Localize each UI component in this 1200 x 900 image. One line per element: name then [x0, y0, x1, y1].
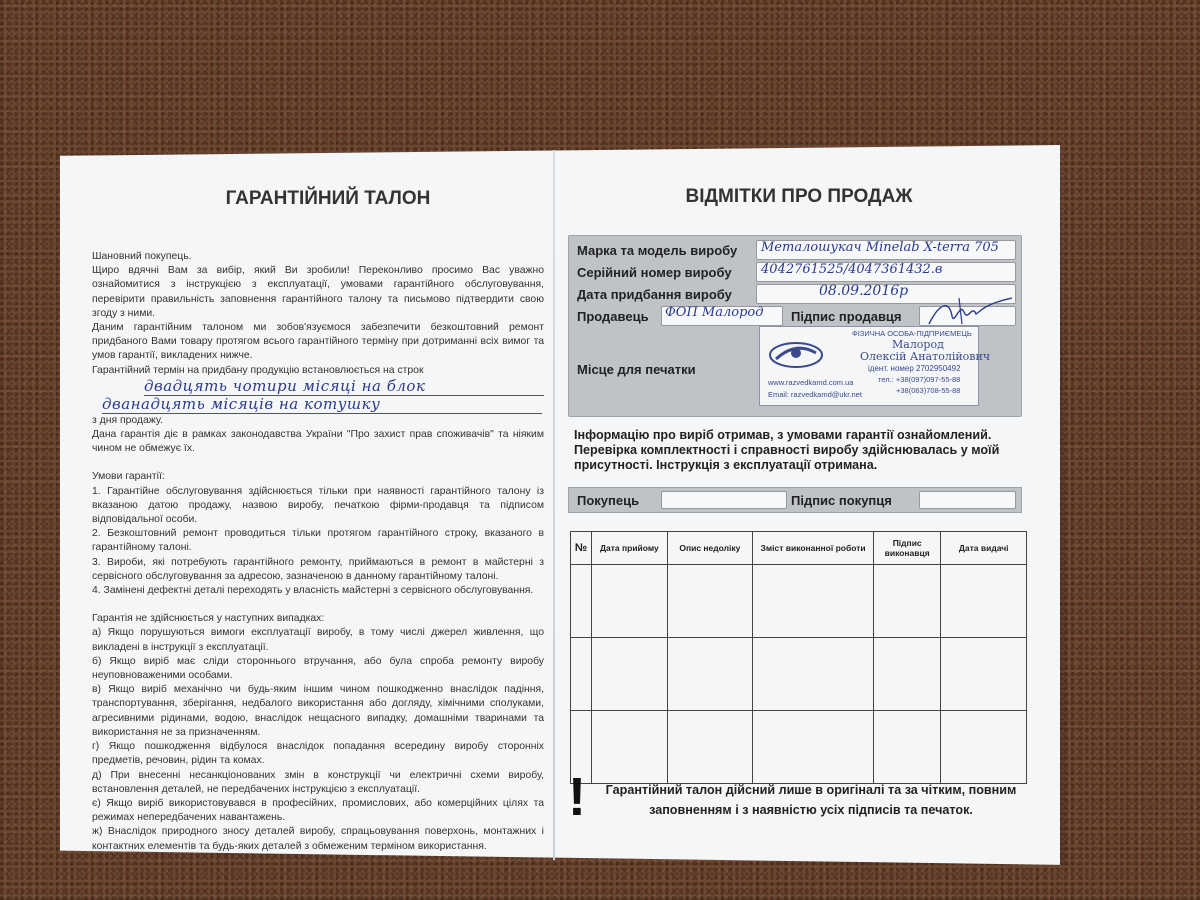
exclusion-item: є) Якщо виріб використовувався в професійних, промислових, або комерційних цілях та режимах непередбачених навантажень.: [92, 797, 544, 824]
validity-notice: [568, 764, 1028, 834]
col-defect: Опис недоліку: [667, 532, 753, 565]
exclamation-icon: !: [568, 767, 586, 827]
buyer-confirmation-text: Інформацію про виріб отримав, з умовами гарантії ознайомлений. Перевірка комплектності і справності виробу здійснювалась у моїй присутності. Інструкція з експлуатації отримана.: [574, 428, 1000, 472]
exclusions-title: Гарантія не здійснюється у наступних випадках:: [92, 613, 325, 625]
obligation-paragraph: Даним гарантійним талоном ми зобов'язуємося забезпечити безкоштовний ремонт придбаного Вами товару протягом всього гарантійного терміну при дотриманні всіх вимог та умов гарантії, викладених нижче.: [92, 322, 544, 362]
buyer-form: [568, 487, 1022, 513]
exclusion-item: г) Якщо пошкодження відбулося внаслідок попадання всередину виробу сторонніх предметів, речовин, рідин та комах.: [92, 741, 544, 767]
date-label: Дата придбання виробу: [577, 287, 732, 302]
condition-item: 2. Безкоштовний ремонт проводиться тільки протягом гарантійного строку, вказаного в гарантійному талоні.: [92, 528, 544, 554]
serial-label: Серійний номер виробу: [577, 265, 732, 280]
repair-table: [570, 531, 1027, 784]
intro-paragraph: Щиро вдячні Вам за вибір, який Ви зробили! Переконливо просимо Вас уважно ознайомитися з інструкцією з експлуатації, умовами гарантійного обслуговування, перевірити правильність заповнення гарантійного талону та письмово підтвердити свою згоду з ними.: [92, 265, 544, 319]
term-end: з дня продажу.: [92, 414, 163, 426]
buyer-field[interactable]: [661, 491, 787, 509]
seller-stamp: [759, 326, 991, 406]
term-paragraph: Гарантійний термін на придбану продукцію встановлюється на строк: [92, 364, 424, 376]
stamp-line-3: Олексій Анатолійович: [860, 350, 991, 363]
warranty-title: ГАРАНТІЙНИЙ ТАЛОН: [225, 188, 431, 209]
exclusion-item: б) Якщо виріб має сліди стороннього втручання, або була спроба ремонту виробу неуповноваженими особами.: [92, 655, 544, 682]
condition-item: 3. Вироби, які потребують гарантійного ремонту, приймаються в ремонт в майстерні з сервісного обслуговування за адресою, зазначеною в данному гарантійному талоні.: [92, 556, 544, 582]
table-row: [571, 638, 1027, 711]
exclusion-item: д) При внесенні несанкціонованих змін в конструкції чи електричні схеми виробу, встановлення деталей, не передбачених інструкцією з експлуатації.: [92, 769, 544, 795]
handwritten-term-1: двадцять чотири місяці на блок: [144, 378, 544, 396]
col-receive-date: Дата прийому: [592, 532, 667, 565]
buyer-sign-label: Підпис покупця: [791, 493, 892, 508]
serial-value: 4042761525/4047361432.в: [761, 262, 943, 277]
col-signature: Підпис виконавця: [873, 532, 940, 565]
stamp-site: www.razvedkamd.com.ua: [768, 378, 854, 387]
stamp-line-4: ідент. номер 2702950492: [868, 364, 961, 373]
model-value: Металошукач Minelab X-terra 705: [761, 240, 999, 255]
table-header-row: [571, 532, 1027, 565]
seller-label: Продавець: [577, 309, 649, 324]
exclusion-item: ж) Внаслідок природного зносу деталей виробу, спрацьовування поверхонь, монтажних і контактних елементів та будь-яких деталей з обмеженим терміном використання.: [92, 826, 544, 852]
stamp-logo-icon: [766, 337, 826, 375]
stamp-line-2: Малород: [892, 338, 944, 351]
stamp-line-6: +38(063)708-55-88: [896, 386, 961, 395]
exclusion-item: в) Якщо виріб механічно чи будь-яким іншим чином пошкодженно внаслідок падіння, транспортування, зберігання, недбалого використання або догляду, хімічними сполуками, агресивними рідинами, водою, внаслідок нещасного випадку, домашніми тваринами та використання не за призначенням.: [92, 684, 544, 738]
col-work: Зміст виконанної роботи: [753, 532, 874, 565]
stamp-line-5: тел.: +38(097)097-55-88: [878, 375, 961, 384]
seller-value: ФОП Малород: [665, 305, 764, 320]
col-issue-date: Дата видачі: [941, 532, 1027, 565]
greeting: Шановний покупець.: [92, 251, 192, 262]
conditions-title: Умови гарантії:: [92, 471, 165, 483]
stamp-line-1: ФІЗИЧНА ОСОБА-ПІДПРИЄМЕЦЬ: [852, 329, 972, 338]
table-row: [571, 565, 1027, 638]
sale-marks-title: ВІДМІТКИ ПРО ПРОДАЖ: [685, 186, 913, 207]
stamp-email: Email: razvedkamd@ukr.net: [768, 390, 862, 399]
col-number: №: [571, 532, 592, 565]
stamp-place-label: Місце для печатки: [577, 362, 696, 377]
exclusion-item: а) Якщо порушуються вимоги експлуатації виробу, в тому числі джерел живлення, що викладені в інструкції з експлуатації.: [92, 627, 544, 653]
date-value: 08.09.2016р: [819, 283, 909, 299]
sale-form: [568, 235, 1022, 417]
buyer-label: Покупець: [577, 493, 640, 508]
left-page: [92, 180, 544, 854]
handwritten-term-2: дванадцять місяців на котушку: [102, 396, 542, 414]
seller-sign-label: Підпис продавця: [791, 309, 902, 324]
right-page: [568, 178, 1030, 827]
page-fold: [553, 150, 555, 860]
law-paragraph: Дана гарантія діє в рамках законодавства України "Про захист прав споживачів" та ніяким чином не обмежує їх.: [92, 429, 544, 455]
seller-signature: [924, 294, 1014, 330]
model-label: Марка та модель виробу: [577, 243, 738, 258]
notice-text: Гарантійний талон дійсний лише в оригіналі та за чітким, повним заповненням і з наявністю усіх підписів та печаток.: [605, 783, 1017, 817]
buyer-sign-field[interactable]: [919, 491, 1016, 509]
condition-item: 4. Замінені дефектні деталі переходять у власність майстерні з сервісного обслуговування.: [92, 585, 534, 597]
condition-item: 1. Гарантійне обслуговування здійснюється тільки при наявності гарантійного талону із вказаною датою продажу, назвою виробу, печаткою фірми-продавця та підписом відповідальної особи.: [92, 485, 544, 526]
